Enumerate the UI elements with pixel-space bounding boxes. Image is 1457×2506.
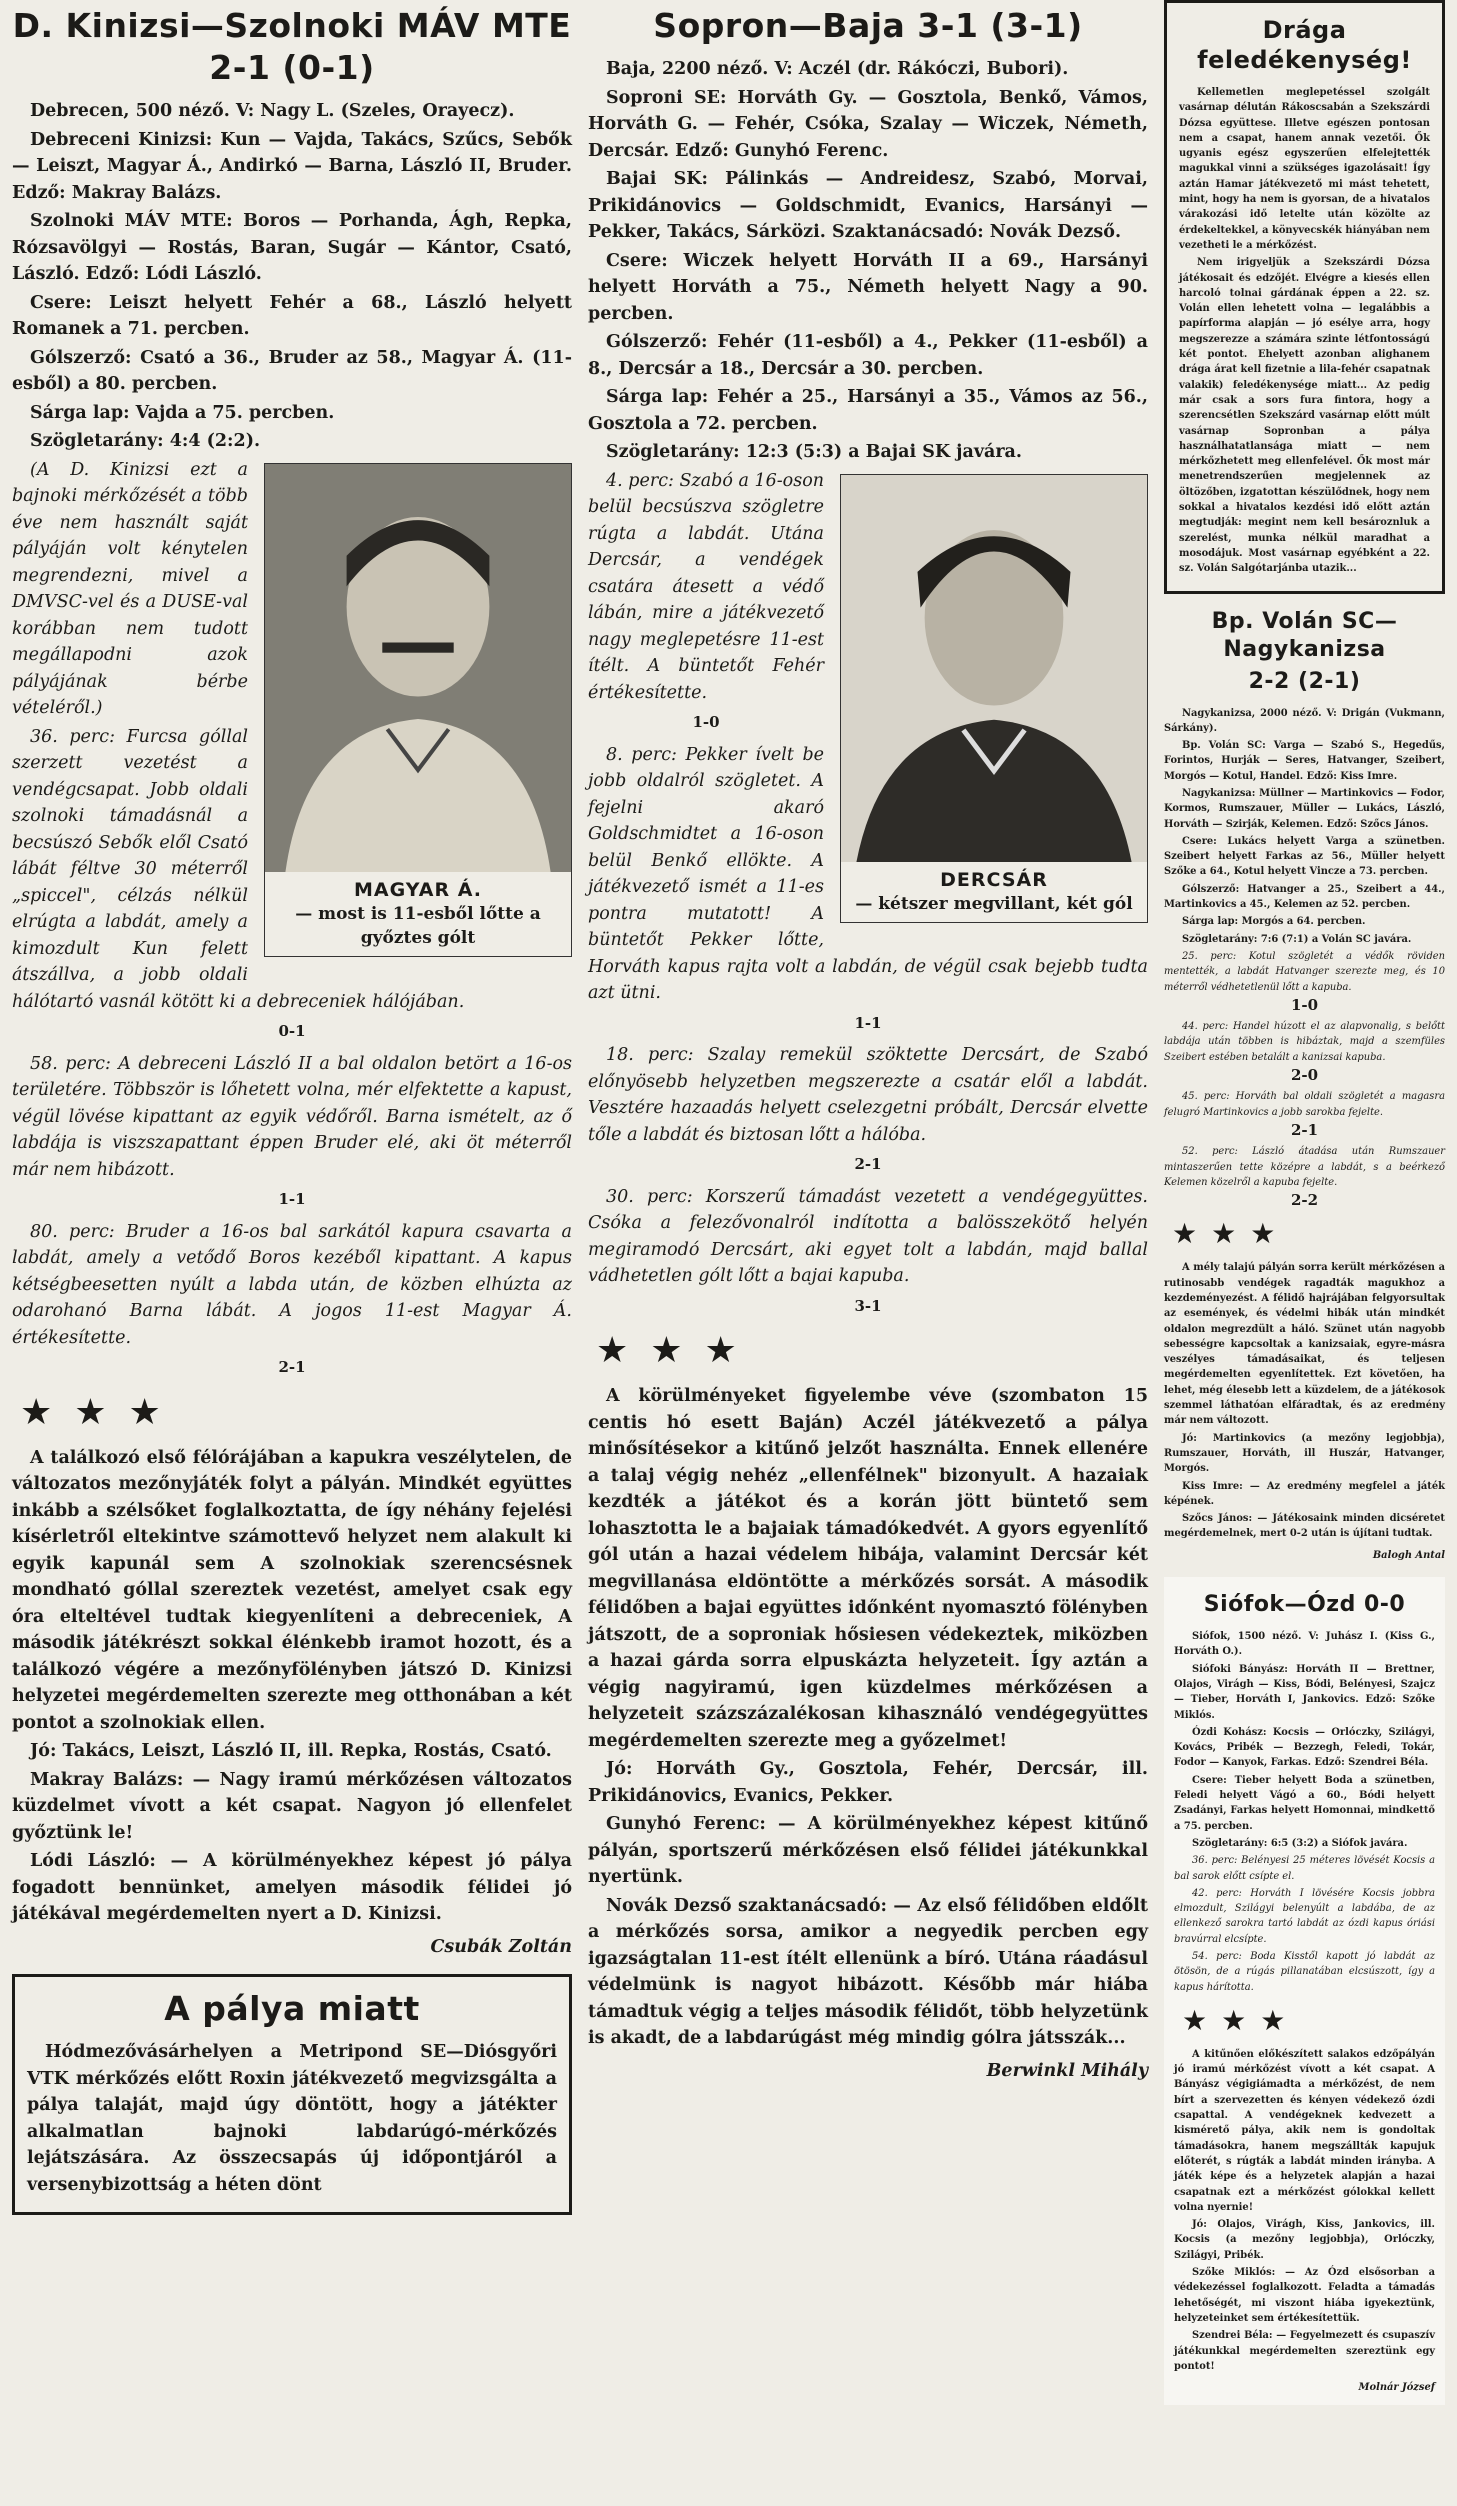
match-event: 25. perc: Kotul szögletét a védők röviden mentették, a labdát Hatvanger szerezte meg, és 10 méterről védhetetlenül lőtt a kapuba. [1164, 950, 1445, 993]
team-lineup: Szolnoki MÁV MTE: Boros — Porhanda, Ágh, Repka, Rózsavölgyi — Rostás, Baran, Sugár — Kántor, Csató, László. Edző: Lódi László. [12, 211, 572, 284]
team-lineup: Siófoki Bányász: Horváth II — Brettner, Olajos, Virágh — Kiss, Bódi, Belényesi, Szajcz — Tieber, Horváth I, Jankovics. Edző: Szőke Miklós. [1174, 1663, 1435, 1721]
author: Molnár József [1358, 2382, 1435, 2394]
corners: Szögletarány: 4:4 (2:2). [30, 431, 261, 451]
scorers: Gólszerző: Hatvanger a 25., Szeibert a 44., Martinkovics a 45., Kelemen az 52. percben. [1164, 883, 1445, 911]
score-kinizsi: 2-1 (0-1) [209, 48, 375, 87]
cards: Sárga lap: Morgós a 64. percben. [1182, 916, 1366, 928]
match-intro: Baja, 2200 néző. V: Aczél (dr. Rákóczi, Bubori). [606, 59, 1069, 79]
rating-stars: ★★★ [1182, 2003, 1300, 2037]
scorers: Gólszerző: Csató a 36., Bruder az 58., Magyar Á. (11-esből) a 80. percben. [12, 347, 572, 394]
column-2 [588, 0, 1148, 2098]
coach-quote: Szőke Miklós: — Az Ózd elsősorban a védekezéssel foglalkozott. Feladta a támadás lehetőségét, mi viszont hiába igyekeztünk, helyzeteinket sem értékesítettük. [1174, 2267, 1435, 2324]
coach-quote: Makray Balázs: — Nagy iramú mérkőzésen változatos küzdelmet vívott a két csapat. Nagyon jó ellenfelet győztünk le! [12, 1769, 572, 1843]
match-intro: Nagykanizsa, 2000 néző. V: Drigán (Vukmann, Sárkány). [1164, 707, 1445, 734]
running-score: 2-2 [1290, 1191, 1319, 1210]
match-event: 36. perc: Belényesi 25 méteres lövését Kocsis a bal sarok előtt csípte el. [1174, 1855, 1435, 1882]
team-lineup: Soproni SE: Horváth Gy. — Gosztola, Benkő, Vámos, Horváth G. — Fehér, Csóka, Szalay — Wiczek, Németh, Dercsár. Edző: Gunyhó Ferenc. [588, 87, 1148, 161]
corners: Szögletarány: 6:5 (3:2) a Siófok javára. [1192, 1837, 1408, 1849]
article-sopron [588, 6, 1148, 2084]
article-palya [12, 1974, 572, 2215]
match-event: 80. perc: Bruder a 16-os bal sarkától kapura csavarta a labdát, amely a vetődő Boros kezéből kipattant. A kapus kétségbeesetten nyúlt a labda után, de közben elhúzta az odarohanó Barna lábát. A jogos 11-est Magyar Á. értékesítette. [12, 1221, 572, 1348]
coach-quote: Kiss Imre: — Az eredmény megfelel a játék képének. [1164, 1480, 1445, 1507]
match-event: 4. perc: Szabó a 16-oson belül becsúszva szögletre rúgta a labdát. Utána Dercsár, a vendégek csatára átesett a védő lábán, mire a játékvezető nagy meglepetésre 11-est ítélt. A büntetőt Fehér értékesítette. [588, 470, 824, 703]
match-event: 44. perc: Handel húzott el az alapvonalig, s belőtt labdája után többen is hibáztak, majd a szemfüles Szeibert estében betalált a kanizsai kapuba. [1164, 1021, 1445, 1063]
running-score: 2-1 [854, 1155, 882, 1173]
substitutions: Csere: Tieber helyett Boda a szünetben, Feledi helyett Vágó a 60., Bódi helyett Zsadányi, Farkas helyett Homonnai, mindkettő a 75. percben. [1174, 1774, 1435, 1832]
running-score: 2-1 [1290, 1120, 1319, 1139]
substitutions: Csere: Wiczek helyett Horváth II a 69., Harsányi helyett Horváth a 75., Németh helyett Nagy a 90. percben. [588, 250, 1148, 324]
cards: Sárga lap: Vajda a 75. percben. [30, 402, 335, 423]
headline-volan: Bp. Volán SC—Nagykanizsa [1211, 608, 1398, 662]
coach-quote: Lódi László: — A körülményekhez képest jó pálya fogadott bennünket, amelyen második félidei jó játékával megérdemelten nyert a D. Kinizsi. [12, 1851, 572, 1924]
scorers: Gólszerző: Fehér (11-esből) a 4., Pekker (11-esből) a 8., Dercsár a 18., Dercsár a 30. percben. [588, 332, 1148, 379]
photo-caption [265, 872, 571, 956]
match-event: 42. perc: Horváth I lövésére Kocsis jobbra elmozdult, Szilágyi belenyúlt a labdába, de az ellenkező sarokra tartó labdát az ózdi kapus óriási bravúrral elcsípte. [1174, 1887, 1435, 1945]
article-volan [1164, 608, 1445, 1564]
report-body: A mély talajú pályán sorra került mérkőzésen a rutinosabb vendégek ragadták magukhoz a kezdeményezést. A félidő hajrájában felgyorsultak az események, és védelmi hibák után mindkét oldalon megrezdült a háló. Szünet után nagyobb sebességre kapcsoltak a kanizsaiak, egyre-másra veszélyes támadásaikat, és teljesen megérdemelten egyenlítettek. Ezt követően, ha lehet, még élesebb lett a küzdelem, de a játékosok szemmel láthatóan elfáradtak, és az eredmény már nem változott. [1164, 1262, 1445, 1427]
caption-name: DERCSÁR [940, 869, 1048, 892]
article-siofok [1164, 1577, 1445, 2405]
running-score: 0-1 [278, 1022, 306, 1040]
headline-draga: Drága feledékenység! [1197, 16, 1412, 74]
good-players: Jó: Martinkovics (a mezőny legjobbja), Rumszauer, Horváth, ill Huszár, Hatvanger, Morgós. [1164, 1432, 1445, 1475]
caption-text: — kétszer megvillant, két gól [855, 894, 1133, 915]
report-body: A találkozó első félórájában a kapukra veszélytelen, de változatos mezőnyjáték folyt a pályán. Mindkét együttes inkább a szélsőket foglalkoztatta, de így néhány fejelési kísérletről eltekintve számottevő helyzet nem alakult ki egyik kapunál sem A szolnokiak szerencsésnek mondható góllal szereztek vezetést, amelyet csak egy óra elteltével tudtak kiegyenlíteni a debreceniek, A második játékrészt sokkal élénkebb iramot hozott, és a találkozó végére a mezőnyfölényben játszó D. Kinizsi helyzetei megérdemelten szerezte meg otthonában a két pontot a szolnokiak ellen. [12, 1447, 572, 1733]
coach-quote: Szendrei Béla: — Fegyelmezett és csupaszív játékunkkal megérdemelten szereztünk egy pontot! [1174, 2330, 1435, 2372]
good-players: Jó: Takács, Leiszt, László II, ill. Repka, Rostás, Csató. [30, 1741, 552, 1761]
substitutions: Csere: Lukács helyett Varga a szünetben. Szeibert helyett Farkas az 56., Müller helyett Szőke a 64., Kotul helyett Vincze a 73. percben. [1164, 835, 1445, 878]
match-event: 54. perc: Boda Kisstől kapott jó labdát az ötösön, de a rúgás pillanatában elcsúszott, így a kapus hárította. [1174, 1950, 1435, 1993]
match-intro: Debrecen, 500 néző. V: Nagy L. (Szeles, Orayecz). [30, 101, 515, 121]
article-text: Kellemetlen meglepetéssel szolgált vasárnap délután Rákoscsabán a Szekszárdi Dózsa együttese. Illetve egészen pontosan nem a csapat, hanem annak vezetői. Ők ugyanis egész egyszerűen elfelejtették magukkal vinni a szükséges igazolásait! Így aztán Hamar játékvezető mi mást tehetett, mint, hogy ha nem is gyorsan, de a hivatalos várakozási idő letelte után közölte az érdekeltekkel, a könyvecskék hiányában nem vezetheti le a mérkőzést. [1179, 87, 1430, 251]
author: Berwinkl Mihály [986, 2060, 1148, 2081]
headline-kinizsi: D. Kinizsi—Szolnoki MÁV MTE [12, 6, 572, 45]
report-body: A körülményeket figyelembe véve (szombaton 15 centis hó esett Baján) Aczél játékvezető a pálya minősítésekor a kitűnő jelzőt használta. Ennek ellenére a talaj végig nehéz „ellenfélnek" bizonyult. A hazaiak kezdték a játékot és a korán jött büntető sem lohasztotta le a bajaiak támadókedvét. A gyors egyenlítő gól után a hazai védelem hibája, valamint Dercsár két megvillanása eldöntötte a mérkőzés sorsát. A második félidőben a bajai együttes időnként nyomasztó fölényben játszott, de a soproniak hősiesen védekeztek, miközben a hazai gárda sorra elpuskázta helyzeteit. Így aztán a végig nagyiramú, igen küzdelmes mérkőzésen a helyzeteit százszázalékosan kihasználó vendégegyüttes megérdemelten szerezte meg a győzelmet! [588, 1386, 1148, 1751]
rating-stars: ★★★ [20, 1391, 183, 1433]
running-score: 2-1 [278, 1358, 306, 1376]
score-volan: 2-2 (2-1) [1248, 668, 1361, 694]
good-players: Jó: Horváth Gy., Gosztola, Fehér, Dercsár, ill. Prikidánovics, Evanics, Pekker. [588, 1759, 1148, 1806]
team-lineup: Bp. Volán SC: Varga — Szabó S., Hegedűs, Forintos, Hurják — Seres, Hatvanger, Szeibert, Morgós — Kotul, Handel. Edző: Kiss Imre. [1164, 740, 1445, 782]
running-score: 2-0 [1290, 1066, 1319, 1085]
player-portrait-image [265, 464, 571, 872]
match-event: 58. perc: A debreceni László II a bal oldalon betört a 16-os területére. Többször is lőhetett volna, mér elfektette a kapust, végül lövése kipattant az egyik védőről. Barna ismételt, az ő labdája is viszszapattant éppen Bruder elé, aki öt méterről már nem hibázott. [12, 1053, 572, 1180]
coach-quote: Gunyhó Ferenc: — A körülményekhez képest kitűnő pályán, sportszerű mérkőzésen első félidei játékunkkal nyertünk. [588, 1814, 1148, 1887]
match-event: 36. perc: Furcsa góllal szerzett vezetést a vendégcsapat. Jobb oldali szolnoki támadásnál a becsúszó Sebők elől Csató lábát féltve 30 méterről „spiccel", célzás nélkül elrúgta a labdát, amely a kimozdult Kun felett átszállva, a jobb oldali hálótartó vasnál kötött ki a debreceniek hálójában. [12, 726, 465, 1012]
report-body: A kitűnően előkészített salakos edzőpályán jó iramú mérkőzést vívott a két csapat. A Bányász végigiámadta a mérkőzést, de nem bírt a szervezetten és kényen védekező ózdi csapattal. A vendégeknek kedvezett a kismérető pálya, akik nem is gondoltak támadásokra, hanem megszállták kapujuk előterét, s rúgták a labdát minden irányba. A játék képe és a helyzetek alapján a hazai csapatnak ezt a mérkőzést gólokkal kellett volna nyernie! [1174, 2048, 1435, 2213]
author: Balogh Antal [1372, 1549, 1445, 1561]
team-lineup: Ózdi Kohász: Kocsis — Orlóczky, Szilágyi, Kovács, Pribék — Bezzegh, Feledi, Tokár, Fodor — Kanyok, Farkas. Edző: Szendrei Béla. [1174, 1726, 1435, 1769]
caption-name: MAGYAR Á. [354, 878, 482, 901]
column-1 [12, 0, 572, 2229]
coach-quote: Novák Dezső szaktanácsadó: — Az első félidőben eldőlt a mérkőzés sorsa, amikor a negyedik percben egy igazságtalan 11-est ítélt ellenünk a bíró. Utána ráadásul védelmünk is nagyot hibázott. Később már hiába támadtuk végig a teljes második félidőt, több helyzetünk is akadt, de a labdarúgást még mindig gólra játsszák... [588, 1895, 1148, 2048]
article-draga [1164, 0, 1445, 594]
rating-stars: ★★★ [596, 1330, 759, 1371]
match-event: 18. perc: Szalay remekül szöktette Dercsárt, de Szabó előnyösebb helyzetben megszerezte a csatár elől a labdát. Vesztére hazaadás helyett cselezgetni próbált, Dercsár elvette tőle a labdát és biztosan lőtt a hálóba. [588, 1045, 1148, 1145]
note: (A D. Kinizsi ezt a bajnoki mérkőzését a több éve nem használt saját pályáján volt kénytelen megrendezni, mivel a DMVSC-vel és a DUSE-val korábban nem tudott megállapodni azok pályájának bérbe vételéről.) [12, 459, 248, 718]
match-event: 8. perc: Pekker ívelt be jobb oldalról szögletet. A fejelni akaró Goldschmidtet a 16-oson belül Benkő ellökte. A játékvezető ismét a 11-es pontra mutatott! A büntetőt Pekker lőtte, Horváth kapus rajta volt a labdán, de végül csak bejebb tudta azt ütni. [588, 744, 1148, 1003]
match-event: 45. perc: Horváth bal oldali szögletét a magasra felugró Martinkovics a jobb sarokba fejelte. [1164, 1091, 1445, 1118]
team-lineup: Nagykanizsa: Müllner — Martinkovics — Fodor, Kormos, Rumszauer, Müller — Lukács, László, Horváth — Szirják, Kelemen. Edző: Szőcs János. [1164, 787, 1445, 830]
caption-text: — most is 11-esből lőtte a győztes gólt [295, 903, 541, 948]
headline-palya: A pálya miatt [164, 1989, 420, 2028]
match-event: 52. perc: László átadása után Rumszauer mintaszerűen tette középre a labdát, s a beérkező Kelemen közelről a kapuba fejelte. [1164, 1146, 1445, 1188]
photo-magyar [264, 463, 572, 957]
corners: Szögletarány: 7:6 (7:1) a Volán SC javára. [1182, 933, 1412, 945]
column-3 [1164, 0, 1445, 2419]
coach-quote: Szőcs János: — Játékosaink minden dicséretet megérdemelnek, mert 0-2 után is újítani tudtak. [1164, 1513, 1445, 1540]
photo-caption [841, 862, 1147, 922]
article-kinizsi [12, 6, 572, 1960]
match-intro: Siófok, 1500 néző. V: Juhász I. (Kiss G., Horváth O.). [1174, 1631, 1435, 1658]
running-score: 3-1 [854, 1296, 882, 1315]
corners: Szögletarány: 12:3 (5:3) a Bajai SK javára. [606, 442, 1022, 462]
headline-sopron: Sopron—Baja 3-1 (3-1) [653, 6, 1083, 45]
cards: Sárga lap: Fehér a 25., Harsányi a 35., Vámos az 56., Gosztola a 72. percben. [588, 387, 1148, 434]
author: Csubák Zoltán [430, 1936, 572, 1957]
rating-stars: ★★★ [1172, 1217, 1290, 1251]
running-score: 1-1 [278, 1190, 306, 1208]
running-score: 1-1 [854, 1013, 882, 1032]
player-portrait-image [841, 475, 1147, 863]
article-text: Nem irigyeljük a Szekszárdi Dózsa játékosait és edzőjét. Elvégre a kiesés ellen harcoló tolnai gárdának éppen a 22. sz. Volán ellen lehetett volna — legalábbis a papírforma alapján — jó esélye arra, hogy megszerezze a számára szinte létfontosságú két pontot. Ehelyett azonban alighanem drága árat kell fizetnie a lila-fehér csapatnak valakik) feledékenysége miatt... Az pedig már csak a sors fura fintora, hogy a szerencsétlen Szekszárd vasárnap előtt múlt vasárnap Sopronban a pálya használhatatlansága miatt — nem mérkőzhetett meg ellenfelével. Ők most már menetrendszerűen megjelennek az öltözőben, izgatottan készülődnek, hogy nem sokkal a hivatalos kezdési idő előtt aztán megtudják: megint nem kell besároznluk a szerelést, munka nélkül maradhat a mosodájuk. Most vasárnap egyébként a 22. sz. Volán Salgótarjánba utazik... [1179, 257, 1430, 575]
photo-dercsar [840, 474, 1148, 924]
headline-siofok: Siófok—Ózd 0-0 [1203, 1592, 1406, 1618]
running-score: 1-0 [1290, 995, 1319, 1014]
running-score: 1-0 [692, 713, 720, 731]
team-lineup: Debreceni Kinizsi: Kun — Vajda, Takács, Szűcs, Sebők — Leiszt, Magyar Á., Andirkó — Barna, László II, Bruder. Edző: Makray Balázs. [12, 129, 572, 203]
match-event: 30. perc: Korszerű támadást vezetett a vendégegyüttes. Csóka a felezővonalról indította a balösszekötő helyén megiramodó Dercsárt, aki egyet tolt a labdán, majd ballal vádhetetlen gólt lőtt a bajai kapuba. [588, 1186, 1148, 1286]
article-text: Hódmezővásárhelyen a Metripond SE—Diósgyőri VTK mérkőzés előtt Roxin játékvezető megvizsgálta a pálya talaját, majd úgy döntött, hogy a játékter alkalmatlan bajnoki labdarúgó-mérkőzés lejátszására. Az összecsapás új időpontjáról a versenybizottság a héten dönt [27, 2042, 557, 2195]
substitutions: Csere: Leiszt helyett Fehér a 68., László helyett Romanek a 71. percben. [12, 292, 572, 339]
good-players: Jó: Olajos, Virágh, Kiss, Jankovics, ill. Kocsis (a mezőny legjobbja), Orlóczky, Szilágyi, Pribék. [1174, 2219, 1435, 2261]
team-lineup: Bajai SK: Pálinkás — Andreidesz, Szabó, Morvai, Prikidánovics — Goldschmidt, Evanics, Harsányi — Pekker, Takács, Sárközi. Szaktanácsadó: Novák Dezső. [588, 169, 1148, 242]
